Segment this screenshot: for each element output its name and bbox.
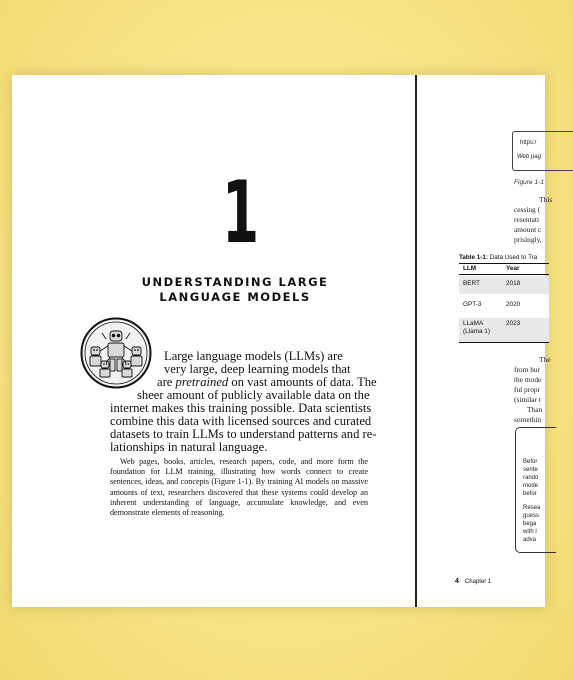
- right-text-line: the mode: [514, 375, 542, 384]
- figure-webpage-text: Web pag: [517, 154, 541, 160]
- table-cell-year: 2018: [506, 280, 521, 287]
- note-text-line: sente: [523, 467, 538, 473]
- table-cell-year: 2023: [506, 320, 521, 327]
- lead-emphasis: pretrained: [175, 375, 229, 389]
- note-text-line: bega: [523, 521, 537, 527]
- chapter-title-line-2: LANGUAGE MODELS: [159, 290, 311, 304]
- right-text-line: This: [539, 195, 553, 204]
- book-spread: [12, 75, 553, 607]
- table-cell-llm: BERT: [463, 280, 480, 287]
- lead-text-line-3: [157, 375, 377, 389]
- right-text-line: resentati: [514, 215, 540, 224]
- right-text-line: amount c: [514, 225, 542, 234]
- table-caption-label: Table 1-1:: [459, 254, 488, 261]
- right-text-line: (similar t: [514, 395, 541, 404]
- table-cell-llm-alias: (Llama 1): [463, 328, 490, 335]
- table-caption: [459, 254, 537, 261]
- lead-text-line-6: combine this data with licensed sources and curated: [110, 414, 372, 428]
- note-text-line: adva: [523, 537, 537, 543]
- page-folio: [455, 578, 491, 585]
- note-box: [515, 427, 556, 553]
- figure-url-box: [512, 131, 573, 171]
- lead-text-line-4: sheer amount of publicly available data on the: [137, 388, 370, 402]
- right-text-line: cessing (: [514, 205, 541, 214]
- body-paragraph: Web pages, books, articles, research papers, code, and more form the foundation for LLM training, illustrating how words connect to create sentences, ideas, and concepts (Figure 1-1). By training AI models on massive amounts of text, researchers discovered that these systems could develop an inherent understanding of language, accumulate knowledge, and even demonstrate elements of reasoning.: [110, 457, 368, 518]
- lead-text-line-2: very large, deep learning models that: [164, 362, 351, 376]
- figure-caption: Figure 1-1: [514, 179, 545, 186]
- left-page: [12, 75, 415, 607]
- table-header-llm: LLM: [463, 265, 477, 272]
- note-text-line: mode: [523, 483, 539, 489]
- right-text-line: somethin: [514, 415, 542, 424]
- lead-text-line-7: datasets to train LLMs to understand patterns and re-: [110, 427, 377, 441]
- note-text-line: guess: [523, 513, 540, 519]
- table-row: [459, 276, 549, 295]
- right-text-line: Than: [527, 405, 543, 414]
- right-text-line: from hur: [514, 365, 541, 374]
- lead-text-line-1: Large language models (LLMs) are: [164, 349, 343, 363]
- table-header-year: Year: [506, 265, 520, 272]
- note-text-line: befor: [523, 491, 537, 497]
- note-text-line: Resea: [523, 505, 541, 511]
- lead-text-line-8: lationships in natural language.: [110, 440, 268, 454]
- right-text-line: The: [539, 355, 551, 364]
- lead-text-line-3-start: are: [157, 375, 176, 389]
- right-page: [417, 75, 553, 607]
- chapter-title: [110, 275, 360, 305]
- robot-figures-medallion-icon: [80, 317, 152, 389]
- table-cell-llm: LLaMA: [463, 320, 484, 327]
- right-text-line: prisingly,: [514, 235, 542, 244]
- page-number: 4: [455, 578, 459, 585]
- chapter-title-line-1: UNDERSTANDING LARGE: [141, 275, 329, 289]
- table-header-row: [459, 263, 549, 275]
- table-cell-llm: GPT-3: [463, 301, 482, 308]
- table-row: [459, 295, 549, 318]
- lead-text-line-3-end: on vast amounts of data. The: [228, 375, 377, 389]
- note-text-line: Befor: [523, 459, 538, 465]
- table-cell-year: 2020: [506, 301, 521, 308]
- folio-chapter-label: Chapter 1: [464, 579, 492, 585]
- right-text-line: ful propr: [514, 385, 541, 394]
- chapter-number: 1: [222, 163, 260, 263]
- note-text-line: rando: [523, 475, 539, 481]
- figure-url-text: https:/: [520, 140, 537, 146]
- lead-text-line-5: internet makes this training possible. Data scientists: [110, 401, 372, 415]
- table-caption-text: Data Used to Tra: [487, 254, 538, 261]
- table-row: [459, 318, 549, 343]
- note-text-line: with l: [523, 529, 537, 535]
